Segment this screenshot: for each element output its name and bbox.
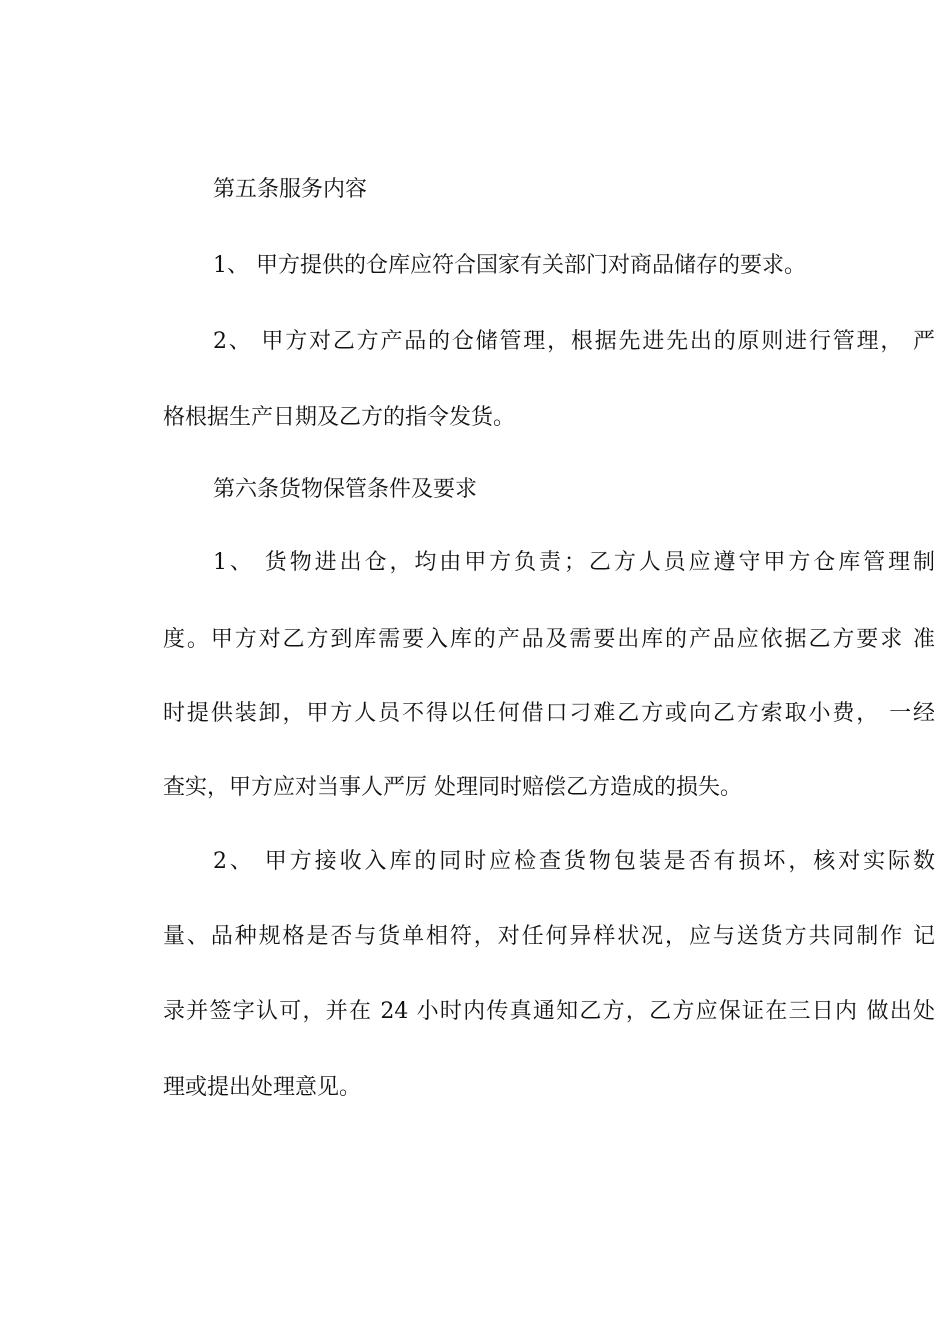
article-6-item-2-line-4: 理或提出处理意见。 (163, 1075, 362, 1100)
article-5-heading: 第五条服务内容 (213, 177, 368, 202)
article-6-item-1-line-4: 查实，甲方应对当事人严厉 处理同时赔偿乙方造成的损失。 (163, 775, 742, 800)
article-6-item-2-line-3: 录并签字认可，并在 24 小时内传真通知乙方，乙方应保证在三日内 做出处 (163, 999, 935, 1024)
article-6-heading: 第六条货物保管条件及要求 (213, 477, 478, 502)
article-5-item-1: 1、 甲方提供的仓库应符合国家有关部门对商品储存的要求。 (213, 253, 806, 278)
article-6-item-1-line-3: 时提供装卸，甲方人员不得以任何借口刁难乙方或向乙方索取小费， 一经 (163, 701, 935, 726)
article-6-item-1-line-1: 1、 货物进出仓，均由甲方负责；乙方人员应遵守甲方仓库管理制 (213, 550, 935, 575)
article-6-item-2-line-2: 量、品种规格是否与货单相符，对任何异样状况，应与送货方共同制作 记 (163, 924, 935, 949)
article-6-item-2-line-1: 2、 甲方接收入库的同时应检查货物包装是否有损坏，核对实际数 (213, 849, 935, 874)
article-5-item-2-line-2: 格根据生产日期及乙方的指令发货。 (163, 405, 516, 430)
article-6-item-1-line-2: 度。甲方对乙方到库需要入库的产品及需要出库的产品应依据乙方要求 准 (163, 627, 935, 652)
article-5-item-2-line-1: 2、 甲方对乙方产品的仓储管理，根据先进先出的原则进行管理， 严 (213, 329, 935, 354)
